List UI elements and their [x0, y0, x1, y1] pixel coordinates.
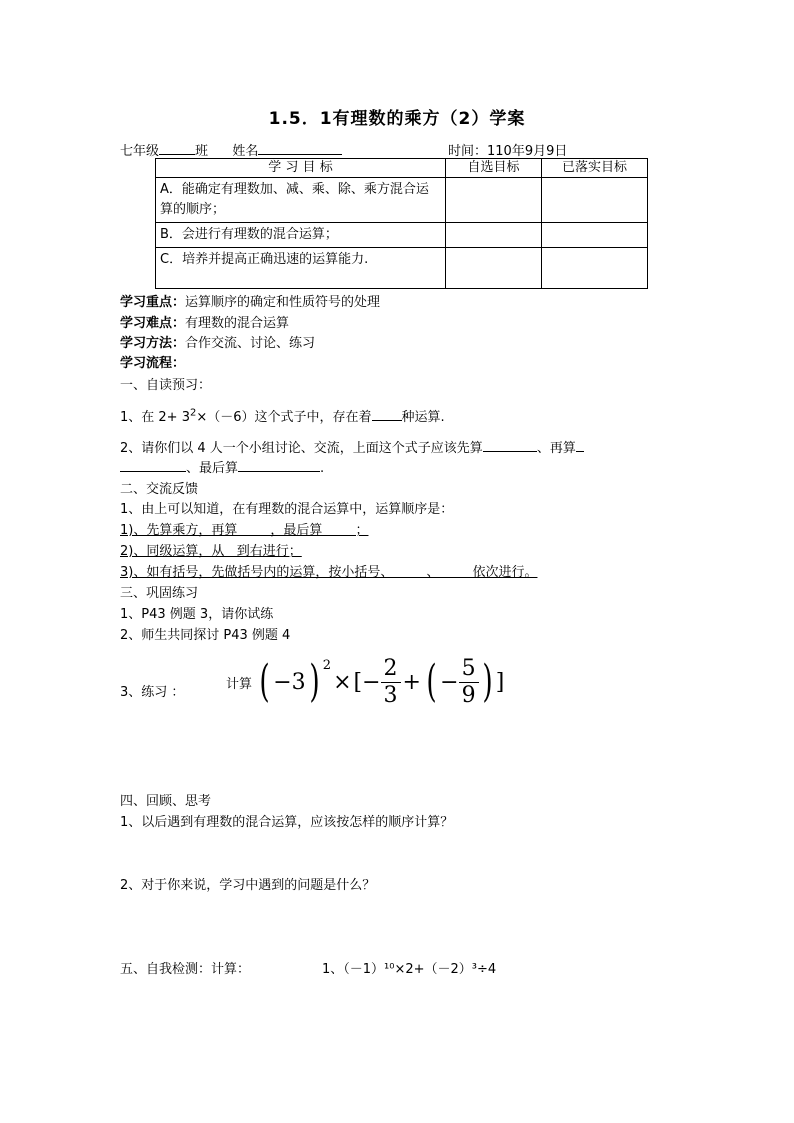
expr-left-bracket: [ [353, 669, 363, 695]
section4-heading: 四、回顾、思考 [120, 794, 212, 809]
difficulty-label: 学习难点： [120, 316, 186, 331]
goal-c: C．培养并提高正确迅速的运算能力. [156, 248, 446, 289]
close-paren: ) [309, 656, 320, 707]
close-paren-2: ) [482, 656, 493, 707]
expr-minus-2: − [440, 669, 459, 695]
goal-c-selected-cell[interactable] [446, 248, 542, 289]
class-blank[interactable] [159, 140, 195, 155]
q2-text-c: 、最后算 [186, 461, 239, 476]
goal-a-achieved-cell[interactable] [542, 178, 648, 223]
page-title: 1.5．1有理数的乘方（2）学案 [268, 109, 526, 129]
method-line [120, 332, 315, 351]
goals-header-selected: 自选目标 [446, 159, 542, 178]
difficulty-text: 有理数的混合运算 [185, 316, 290, 331]
goals-table [155, 158, 648, 289]
practice-3-expression [226, 652, 504, 712]
goal-a-selected-cell[interactable] [446, 178, 542, 223]
method-label: 学习方法： [120, 336, 186, 351]
expr-plus: + [402, 669, 421, 695]
practice-3-label: 3、练习 ： [120, 685, 185, 700]
open-paren: ( [259, 656, 270, 707]
method-text: 合作交流、讨论、练习 [185, 336, 316, 351]
goals-header-achieved: 已落实目标 [542, 159, 648, 178]
q2-text-b: 、再算 [536, 441, 576, 456]
q2-text-a: 2、请你们以 4 人一个小组讨论、交流，上面这个式子应该先算 [120, 441, 483, 456]
q2-blank-second[interactable] [120, 457, 186, 472]
self-check-q1: 1、（－1）¹⁰×2+（－2）³÷4 [322, 962, 497, 977]
frac2-denominator: 9 [461, 682, 476, 708]
expr-base: −3 [273, 669, 306, 695]
section5-heading: 五、自我检测：计算： [120, 962, 251, 977]
rule-1: 1)、先算乘方，再算 ，最后算 ； [120, 523, 369, 538]
review-q1: 1、以后遇到有理数的混合运算，应该按怎样的顺序计算？ [120, 815, 454, 830]
fraction-two-thirds [381, 656, 401, 709]
q2-blank-third[interactable] [238, 457, 320, 472]
open-paren-2: ( [426, 656, 437, 707]
difficulty-line [120, 312, 289, 331]
review-q2: 2、对于你来说，学习中遇到的问题是什么？ [120, 878, 376, 893]
frac1-denominator: 3 [383, 682, 398, 708]
grade-label: 七年级 [120, 144, 160, 159]
calc-label: 计算 [226, 676, 253, 692]
section1-q2-cont [120, 457, 324, 476]
expr-times: × [333, 669, 352, 695]
section2-intro: 1、由上可以知道，在有理数的混合运算中，运算顺序是： [120, 502, 454, 517]
goal-b-achieved-cell[interactable] [542, 223, 648, 248]
practice-1: 1、P43 例题 3，请你试练 [120, 607, 274, 622]
table-row [156, 178, 648, 223]
rule-2: 2)、同级运算，从 到右进行； [120, 544, 302, 559]
process-label: 学习流程： [120, 356, 186, 371]
section3-heading: 三、巩固练习 [120, 586, 199, 601]
frac2-numerator: 5 [459, 656, 479, 683]
goals-header-row [156, 159, 648, 178]
goal-a: A．能确定有理数加、减、乘、除、乘方混合运算的顺序； [156, 178, 446, 223]
practice-2: 2、师生共同探讨 P43 例题 4 [120, 628, 291, 643]
section1-heading: 一、自读预习： [120, 378, 212, 393]
name-blank[interactable] [258, 140, 342, 155]
expr-right-bracket: ] [495, 669, 505, 695]
section1-q1 [120, 406, 445, 425]
q2-text-d: . [320, 461, 325, 476]
expr-minus-1: − [362, 669, 381, 695]
frac1-numerator: 2 [381, 656, 401, 683]
date-text: 时间：110年9月9日 [448, 144, 568, 159]
name-label: 姓名 [232, 144, 259, 159]
goal-c-achieved-cell[interactable] [542, 248, 648, 289]
goals-header-goal: 学 习 目 标 [156, 159, 446, 178]
goal-b: B．会进行有理数的混合运算； [156, 223, 446, 248]
table-row [156, 223, 648, 248]
goal-b-selected-cell[interactable] [446, 223, 542, 248]
table-row [156, 248, 648, 289]
q2-blank-first[interactable] [483, 437, 537, 452]
expr-exponent: 2 [322, 658, 332, 673]
q1-post-text: 种运算. [401, 410, 445, 425]
key-point-label: 学习重点： [120, 295, 186, 310]
section1-q2 [120, 437, 584, 456]
key-point-text: 运算顺序的确定和性质符号的处理 [185, 295, 381, 310]
q1-mid-text: ×（－6）这个式子中，存在着 [196, 410, 372, 425]
q1-blank[interactable] [372, 406, 402, 421]
q1-exponent: 2 [189, 407, 197, 419]
fraction-five-ninths [459, 656, 479, 709]
rule-3: 3)、如有括号，先做括号内的运算，按小括号、 、 依次进行。 [120, 565, 538, 580]
class-label: 班 [195, 144, 209, 159]
section2-heading: 二、交流反馈 [120, 482, 199, 497]
key-point-line [120, 291, 380, 310]
header-grade-line [120, 140, 342, 159]
q2-blank-second-start[interactable] [576, 437, 584, 452]
q1-pre-text: 1、在 2+ 3 [120, 410, 190, 425]
